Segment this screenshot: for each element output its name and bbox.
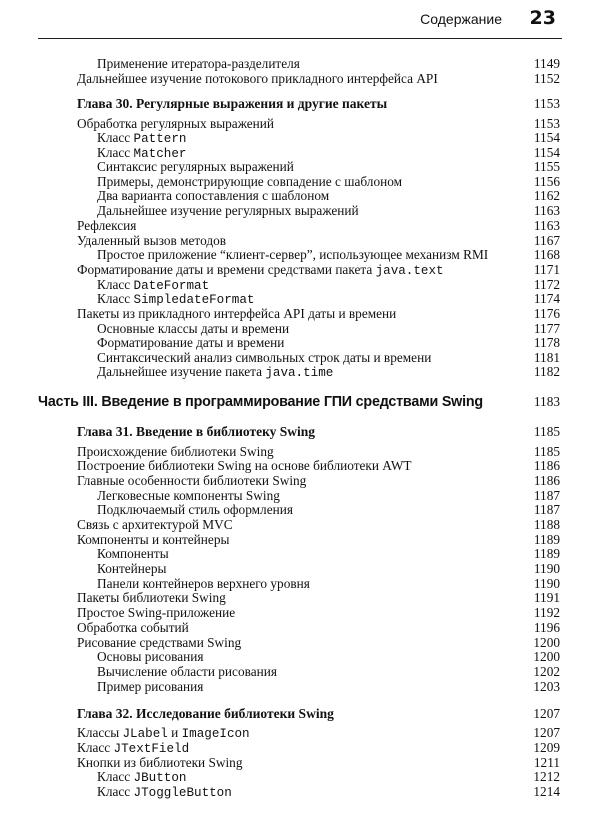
toc-entry-page-number: 1172 [533, 277, 560, 292]
entry-text: Обработка регулярных выражений [77, 116, 274, 131]
toc-entry-title [97, 188, 329, 204]
entry-code: JToggleButton [133, 786, 232, 800]
toc-entry[interactable] [0, 130, 600, 146]
toc-entry-title [77, 590, 226, 606]
toc-entry[interactable] [0, 159, 600, 175]
toc-entry-page-number: 1196 [533, 620, 560, 635]
toc-entry-title [97, 561, 166, 577]
entry-text: Примеры, демонстрирующие совпадение с шаблоном [97, 174, 403, 189]
entry-code: Matcher [133, 147, 187, 161]
entry-text: Дальнейшее изучение потокового прикладного интерфейса API [77, 71, 438, 86]
toc-entry-page-number: 1190 [533, 561, 560, 576]
entry-text: Класс [77, 740, 114, 755]
toc-entry-title [97, 649, 203, 665]
entry-text: Форматирование даты и времени [97, 335, 285, 350]
toc-entry-page-number: 1188 [533, 517, 560, 532]
toc-entry-page-number: 1203 [533, 679, 560, 694]
entry-text: Дальнейшее изучение пакета [97, 364, 266, 379]
toc-entry[interactable] [0, 203, 600, 219]
entry-text: Вычисление области рисования [97, 664, 277, 679]
toc-entry[interactable] [0, 784, 600, 800]
toc-entry-page-number: 1202 [533, 664, 560, 679]
entry-text: Компоненты [97, 546, 169, 561]
entry-text: Подключаемый стиль оформления [97, 502, 293, 517]
toc-entry-page-number: 1168 [533, 247, 560, 262]
entry-text: Пакеты из прикладного интерфейса API даты и времени [77, 306, 397, 321]
entry-text: Простое Swing-приложение [77, 605, 236, 620]
entry-text: Рефлексия [77, 218, 137, 233]
toc-entry[interactable] [0, 458, 600, 474]
toc-entry-page-number: 1187 [533, 488, 560, 503]
toc-entry-page-number: 1181 [533, 350, 560, 365]
toc-entry-page-number: 1155 [533, 159, 560, 174]
entry-text: Глава 30. Регулярные выражения и другие пакеты [77, 96, 388, 111]
toc-entry[interactable] [0, 590, 600, 606]
entry-code: java.text [375, 264, 444, 278]
entry-text: Кнопки из библиотеки Swing [77, 755, 243, 770]
toc-entry-page-number: 1189 [533, 532, 560, 547]
toc-entry-page-number: 1182 [533, 364, 560, 379]
toc-entry-page-number: 1163 [533, 203, 560, 218]
toc-chapter-title [77, 424, 315, 440]
toc-chapter-page-number: 1207 [533, 706, 560, 721]
toc-entry-title [77, 473, 306, 489]
toc-entry[interactable] [0, 502, 600, 518]
toc-entry-page-number: 1152 [533, 71, 560, 86]
toc-entry[interactable] [0, 218, 600, 234]
entry-text: Простое приложение “клиент-сервер”, использующее механизм RMI [97, 247, 489, 262]
entry-text: Пакеты библиотеки Swing [77, 590, 226, 605]
toc-entry-page-number: 1209 [533, 740, 560, 755]
toc-entry-title [97, 502, 293, 518]
entry-text: Глава 31. Введение в библиотеку Swing [77, 424, 316, 439]
toc-entry[interactable] [0, 679, 600, 695]
entry-text: Пример рисования [97, 679, 204, 694]
toc-entry-title [97, 159, 294, 175]
entry-text: Класс [97, 291, 134, 306]
toc-entry[interactable] [0, 188, 600, 204]
entry-text: Класс [97, 784, 134, 799]
toc-entry[interactable] [0, 517, 600, 533]
toc-entry-page-number: 1200 [533, 635, 560, 650]
entry-code: DateFormat [133, 279, 210, 293]
entry-text: Главные особенности библиотеки Swing [77, 473, 307, 488]
toc-entry-page-number: 1156 [533, 174, 560, 189]
toc-entry-page-number: 1186 [533, 473, 560, 488]
toc-entry[interactable] [0, 335, 600, 351]
toc-entry-page-number: 1154 [533, 130, 560, 145]
toc-entry-page-number: 1190 [533, 576, 560, 591]
toc-entry-page-number: 1212 [533, 769, 560, 784]
toc-entry-page-number: 1174 [533, 291, 560, 306]
entry-code: JButton [133, 771, 187, 785]
toc-entry[interactable] [0, 725, 600, 741]
entry-text: Происхождение библиотеки Swing [77, 444, 274, 459]
toc-entry-page-number: 1176 [533, 306, 560, 321]
toc-entry[interactable] [0, 561, 600, 577]
toc-chapter[interactable] [0, 96, 600, 112]
toc-entry-page-number: 1149 [533, 56, 560, 71]
toc-entry[interactable] [0, 664, 600, 680]
entry-text: Легковесные компоненты Swing [97, 488, 280, 503]
toc-chapter[interactable] [0, 706, 600, 722]
toc-entry-title [97, 784, 232, 801]
toc-part[interactable] [0, 394, 600, 410]
toc-entry-page-number: 1187 [533, 502, 560, 517]
entry-text: Обработка событий [77, 620, 189, 635]
running-header [0, 0, 600, 34]
toc-entry-title [97, 364, 333, 381]
toc-entry-page-number: 1214 [533, 784, 560, 799]
running-header-title: Содержание [420, 11, 502, 27]
toc-entry[interactable] [0, 546, 600, 562]
toc-entry-page-number: 1177 [533, 321, 560, 336]
toc-entry-title [77, 306, 396, 322]
toc-entry-page-number: 1207 [533, 725, 560, 740]
toc-entry[interactable] [0, 620, 600, 636]
toc-entry-page-number: 1153 [533, 116, 560, 131]
toc-entry-title [77, 605, 235, 621]
entry-code: JTextField [113, 742, 190, 756]
toc-entry[interactable] [0, 306, 600, 322]
toc-entry-page-number: 1171 [533, 262, 560, 277]
entry-text: Синтаксис регулярных выражений [97, 159, 294, 174]
toc-entry[interactable] [0, 291, 600, 307]
entry-text: Класс [97, 145, 134, 160]
entry-text: Панели контейнеров верхнего уровня [97, 576, 310, 591]
header-rule [38, 38, 562, 39]
toc-chapter-title [77, 706, 334, 722]
entry-text: Дальнейшее изучение регулярных выражений [97, 203, 359, 218]
toc-entry-page-number: 1163 [533, 218, 560, 233]
toc-entry-page-number: 1189 [533, 546, 560, 561]
entry-text: и [167, 725, 182, 740]
entry-text: Основы рисования [97, 649, 204, 664]
toc-chapter-title [77, 96, 387, 112]
entry-code: SimpledateFormat [133, 293, 255, 307]
toc-chapter-page-number: 1185 [533, 424, 560, 439]
toc-entry-page-number: 1200 [533, 649, 560, 664]
toc-entry[interactable] [0, 247, 600, 263]
entry-text: Форматирование даты и времени средствами пакета [77, 262, 376, 277]
toc-entry[interactable] [0, 649, 600, 665]
toc-entry-title [77, 458, 412, 474]
toc-entry[interactable] [0, 56, 600, 72]
toc-entry-title [97, 679, 203, 695]
toc-entry-title [77, 71, 438, 87]
toc-entry-title [77, 517, 233, 533]
toc-entry-title [97, 247, 488, 263]
entry-code: ImageIcon [181, 727, 250, 741]
entry-text: Часть III. Введение в программирование ГПИ средствами Swing [38, 394, 483, 410]
toc-entry-page-number: 1211 [533, 755, 560, 770]
entry-text: Удаленный вызов методов [77, 233, 227, 248]
toc-entry-title [77, 620, 189, 636]
entry-text: Класс [97, 130, 134, 145]
entry-text: Классы [77, 725, 123, 740]
entry-text: Контейнеры [97, 561, 167, 576]
entry-text: Рисование средствами Swing [77, 635, 242, 650]
toc-entry-page-number: 1185 [533, 444, 560, 459]
toc-entry-page-number: 1178 [533, 335, 560, 350]
entry-text: Класс [97, 769, 134, 784]
entry-text: Два варианта сопоставления с шаблоном [97, 188, 330, 203]
toc-entry-title [97, 203, 359, 219]
toc-entry-page-number: 1191 [533, 590, 560, 605]
page-number: 23 [529, 7, 556, 29]
toc-entry[interactable] [0, 769, 600, 785]
toc-entry[interactable] [0, 740, 600, 756]
toc-entry-page-number: 1162 [533, 188, 560, 203]
toc-entry[interactable] [0, 71, 600, 87]
entry-text: Класс [97, 277, 134, 292]
entry-text: Компоненты и контейнеры [77, 532, 230, 547]
entry-text: Синтаксический анализ символьных строк даты и времени [97, 350, 432, 365]
toc-entry-page-number: 1154 [533, 145, 560, 160]
entry-text: Построение библиотеки Swing на основе библиотеки AWT [77, 458, 412, 473]
toc-entry-page-number: 1167 [533, 233, 560, 248]
toc-entry-title [97, 335, 284, 351]
toc-entry[interactable] [0, 605, 600, 621]
toc-chapter[interactable] [0, 424, 600, 440]
toc-entry[interactable] [0, 262, 600, 278]
toc-entry-page-number: 1186 [533, 458, 560, 473]
entry-code: JLabel [122, 727, 168, 741]
toc-chapter-page-number: 1153 [533, 96, 560, 111]
entry-text: Основные классы даты и времени [97, 321, 290, 336]
toc-part-page-number: 1183 [533, 394, 560, 409]
toc-entry-page-number: 1192 [533, 605, 560, 620]
entry-text: Глава 32. Исследование библиотеки Swing [77, 706, 334, 721]
toc-entry[interactable] [0, 473, 600, 489]
entry-code: java.time [265, 366, 334, 380]
toc-part-title [38, 394, 483, 410]
entry-code: Pattern [133, 132, 187, 146]
entry-text: Применение итератора-разделителя [97, 56, 300, 71]
toc-entry[interactable] [0, 364, 600, 380]
toc-entry-title [77, 218, 136, 234]
toc-entry-title [97, 546, 169, 562]
toc-entry-title [97, 664, 277, 680]
toc-entry-title [97, 56, 300, 72]
entry-text: Связь с архитектурой MVC [77, 517, 233, 532]
